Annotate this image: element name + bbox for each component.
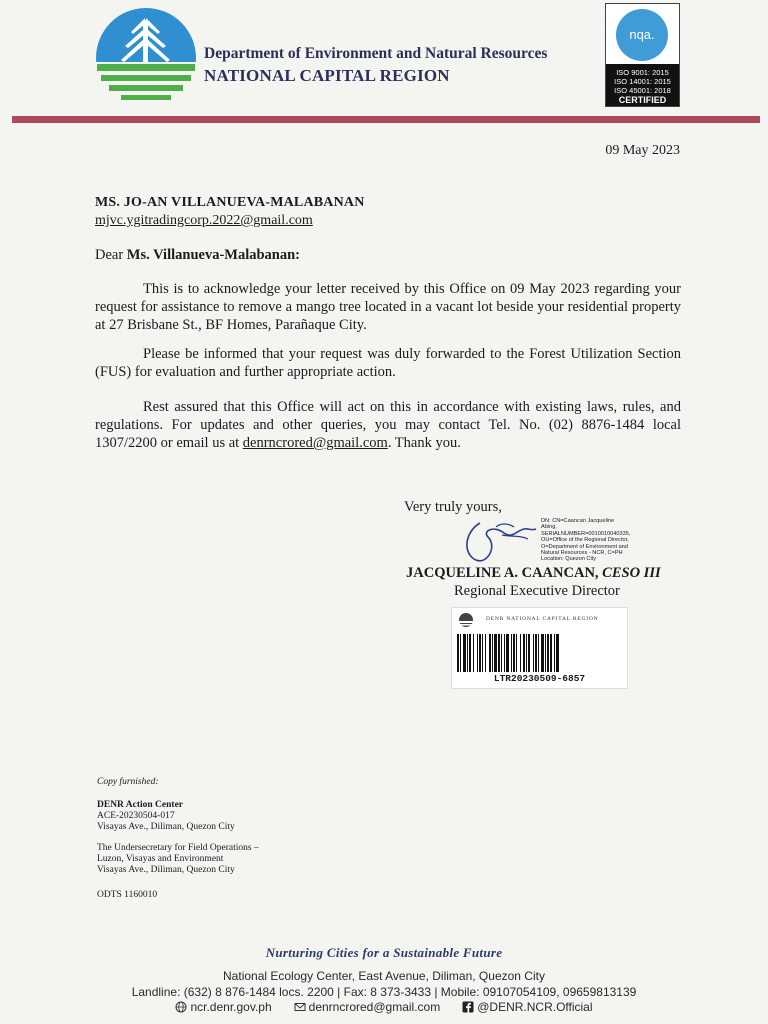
copy-furnished-recipient-1 [97,800,235,833]
iso-line: ISO 14001: 2015 [614,77,671,86]
footer-contacts: Landline: (632) 8 876-1484 locs. 2200 | Fax: 8 373-3433 | Mobile: 09107054109, 09659813139 [131,985,637,999]
signer-name [406,565,661,582]
recipient-name: MS. JO-AN VILLANUEVA-MALABANAN [95,195,365,210]
barcode-code: LTR20230509-6857 [493,673,586,684]
copy-furnished-recipient-2 [97,843,259,876]
department-name: Department of Environment and Natural Resources [204,45,548,62]
barcode [455,634,623,672]
contact-text-end: . Thank you. [387,435,461,451]
contact-text: Rest assured that this Office will act on this in accordance with existing laws, rules, and regulations. For updates and other queries, you may contact Tel. No. (02) 8876-1484 local 1307/2200 or email us at [95,399,681,451]
facebook-icon [462,1001,474,1013]
closing: Very truly yours, [404,499,502,515]
footer-address: National Ecology Center, East Avenue, Diliman, Quezon City [223,969,545,983]
stamp-logo-icon [456,612,480,628]
office-email-link[interactable]: denrncrored@gmail.com [242,435,388,451]
paragraph-contact [95,398,681,452]
cf-recipient-name: DENR Action Center [97,800,184,810]
signer-position: Regional Executive Director [454,583,620,599]
paragraph-acknowledgement: This is to acknowledge your letter received by this Office on 09 May 2023 regarding your request for assistance to remove a mango tree located in a vacant lot beside your residential property at 27 Brisbane St., BF Homes, Parañaque City. [95,281,681,333]
cf-recipient-line: Luzon, Visayas and Environment [97,854,224,864]
nqa-logo: nqa. [616,9,668,61]
iso-line: ISO 45001: 2018 [614,86,671,95]
signer-suffix: CESO III [602,565,661,581]
footer-email-link[interactable]: denrncrored@gmail.com [308,1000,441,1014]
footer-links [0,1000,768,1014]
copy-furnished-title: Copy furnished: [97,777,159,787]
envelope-icon [294,1001,306,1013]
globe-icon [175,1001,187,1013]
salutation-name: Ms. Villanueva-Malabanan: [126,247,301,263]
stamp-title: DENR NATIONAL CAPITAL REGION [486,616,599,622]
letter-date: 09 May 2023 [605,143,680,158]
iso-line: ISO 9001: 2015 [616,68,669,77]
paragraph-forwarded: Please be informed that your request was duly forwarded to the Forest Utilization Section (FUS) for evaluation and further appropriate action. [95,346,681,380]
cf-recipient-ref: ACE-20230504-017 [97,811,175,821]
digital-signature-details: DN: CN=Caancan Jacqueline Abing, SERIALNUMBER=0010010040335, OU=Office of the Regional Director, O=Department of Environment and Natural Resources - NCR, C=PH Location: Quezon City [541,518,631,563]
receiving-stamp [451,607,628,689]
iso-standards-box [606,64,679,106]
signer-name-text: JACQUELINE A. CAANCAN, [406,565,603,581]
region-name: NATIONAL CAPITAL REGION [204,66,450,85]
salutation [95,247,300,264]
odts-number: ODTS 1160010 [97,890,158,900]
cf-recipient-address: Visayas Ave., Diliman, Quezon City [97,865,235,875]
footer-tagline: Nurturing Cities for a Sustainable Future [265,945,503,960]
recipient-email-link[interactable]: mjvc.ygitradingcorp.2022@gmail.com [95,213,313,228]
facebook-link[interactable]: @DENR.NCR.Official [477,1000,593,1014]
header-divider [12,116,760,123]
handwritten-signature [458,517,538,569]
certified-label: CERTIFIED [618,95,667,105]
salutation-prefix: Dear [95,247,127,263]
iso-certification-badge [605,3,680,107]
cf-recipient-address: Visayas Ave., Diliman, Quezon City [97,822,235,832]
website-link[interactable]: ncr.denr.gov.ph [190,1000,272,1014]
cf-recipient-line: The Undersecretary for Field Operations – [97,843,259,853]
denr-logo [95,6,197,110]
